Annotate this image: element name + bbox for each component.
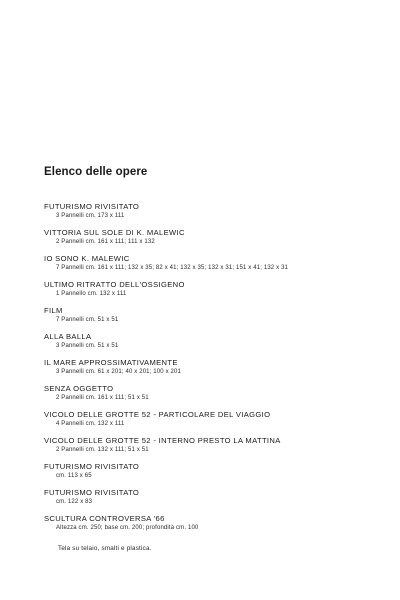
list-item (44, 514, 384, 532)
work-title: IO SONO K. MALEWIC (44, 254, 130, 263)
list-item (44, 384, 384, 402)
materials-note: Tela su telaio, smalti e plastica. (58, 545, 152, 552)
list-item (44, 488, 384, 506)
work-title: FUTURISMO RIVISITATO (44, 202, 140, 211)
work-title: VITTORIA SUL SOLE DI K. MALEWIC (44, 228, 185, 237)
work-title: VICOLO DELLE GROTTE 52 - INTERNO PRESTO LA MATTINA (44, 436, 281, 445)
list-item (44, 358, 384, 376)
work-detail: 3 Pannelli cm. 173 x 111 (56, 212, 125, 219)
work-title: FUTURISMO RIVISITATO (44, 462, 140, 471)
works-list (44, 202, 384, 540)
work-title: VICOLO DELLE GROTTE 52 - PARTICOLARE DEL VIAGGIO (44, 410, 271, 419)
list-item (44, 254, 384, 272)
work-detail: 4 Pannelli cm. 132 x 111 (56, 420, 125, 427)
list-item (44, 202, 384, 220)
work-title: ULTIMO RITRATTO DELL'OSSIGENO (44, 280, 185, 289)
work-detail: cm. 122 x 83 (56, 498, 93, 505)
work-title: FILM (44, 306, 63, 315)
work-detail: 7 Pannelli cm. 51 x 51 (56, 316, 119, 323)
work-title: ALLA BALLA (44, 332, 92, 341)
work-detail: 2 Pannelli cm. 132 x 111; 51 x 51 (56, 446, 149, 453)
work-detail: 3 Pannelli cm. 61 x 201; 40 x 201; 100 x 201 (56, 368, 182, 375)
list-item (44, 436, 384, 454)
list-item (44, 462, 384, 480)
work-detail: 3 Pannelli cm. 51 x 51 (56, 342, 119, 349)
work-title: SCULTURA CONTROVERSA '66 (44, 514, 165, 523)
work-detail: 7 Pannelli cm. 161 x 111; 132 x 35; 82 x 41; 132 x 35; 132 x 31; 151 x 41; 132 x 31 (56, 264, 289, 271)
list-item (44, 332, 384, 350)
work-title: FUTURISMO RIVISITATO (44, 488, 140, 497)
list-item (44, 306, 384, 324)
work-detail: 1 Pannello cm. 132 x 111 (56, 290, 127, 297)
list-item (44, 280, 384, 298)
work-title: SENZA OGGETTO (44, 384, 114, 393)
work-detail: Altezza cm. 250; base cm. 200; profondità cm. 100 (56, 524, 199, 531)
list-item (44, 410, 384, 428)
list-item (44, 228, 384, 246)
page-title: Elenco delle opere (44, 166, 148, 178)
work-detail: cm. 113 x 65 (56, 472, 92, 479)
work-title: IL MARE APPROSSIMATIVAMENTE (44, 358, 178, 367)
work-detail: 2 Pannelli cm. 161 x 111; 51 x 51 (56, 394, 149, 401)
work-detail: 2 Pannelli cm. 161 x 111; 111 x 132 (56, 238, 155, 245)
